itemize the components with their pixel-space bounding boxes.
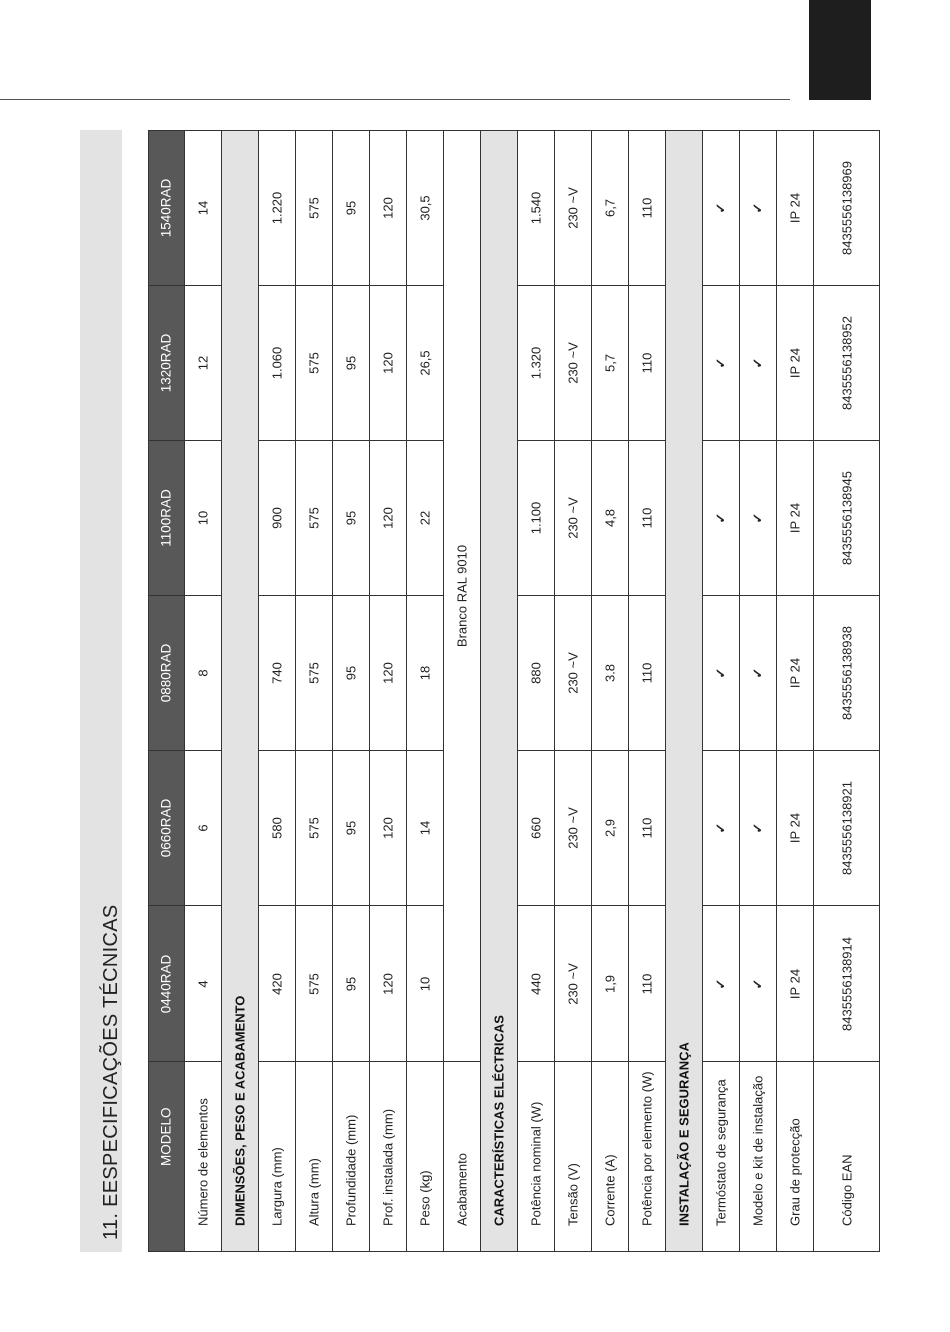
row-label-text: Altura (mm): [306, 1158, 322, 1226]
table-cell: [629, 130, 666, 286]
table-cell: [703, 751, 740, 906]
table-cell: [259, 596, 296, 751]
table-cell: [814, 751, 880, 906]
row-label: [555, 1062, 592, 1252]
row-label: [185, 1062, 222, 1252]
table-cell-text: 230 ~V: [565, 497, 581, 539]
table-cell-text: 8435556138938: [839, 626, 854, 720]
table-cell: [555, 596, 592, 751]
column-header-model: [148, 286, 185, 441]
table-cell-text: 1.320: [528, 346, 544, 380]
table-cell: [370, 441, 407, 596]
table-cell: [555, 751, 592, 906]
table-cell: [777, 596, 814, 751]
table-cell: [185, 441, 222, 596]
table-cell-text: 575: [306, 662, 322, 684]
row-label: [814, 1062, 880, 1252]
table-cell: [407, 130, 444, 286]
table-cell-text: ✓: [750, 978, 765, 989]
table-cell-text: ✓: [750, 822, 765, 834]
table-cell-text: 110: [639, 973, 655, 994]
table-cell: [740, 441, 777, 596]
table-cell: [592, 286, 629, 441]
table-cell-text: 110: [639, 817, 655, 839]
section-header: [666, 130, 703, 1252]
table-cell: [629, 751, 666, 906]
table-cell: [814, 596, 880, 751]
table-cell: [777, 906, 814, 1062]
table-cell-text: 1.220: [269, 191, 285, 224]
table-cell-text: 120: [380, 196, 396, 219]
table-cell-text: 8435556138969: [839, 160, 854, 255]
row-label: [259, 1062, 296, 1252]
table-cell-text: ✓: [713, 667, 728, 679]
table-cell: [333, 751, 370, 906]
table-cell: [518, 906, 555, 1062]
table-cell-text: 30,5: [417, 194, 433, 221]
table-cell-text: ✓: [713, 822, 728, 834]
table-cell-text: IP 24: [787, 968, 803, 999]
table-cell-text: 95: [343, 200, 359, 215]
table-cell-span-text: Branco RAL 9010: [454, 544, 470, 647]
section-header: [481, 130, 518, 1252]
table-cell-text: IP 24: [787, 502, 803, 534]
table-cell: [555, 130, 592, 286]
column-header-model: [148, 751, 185, 906]
table-cell-span: [444, 130, 481, 1062]
table-cell: [592, 906, 629, 1062]
row-label-text: Código EAN: [839, 1154, 854, 1226]
table-cell: [592, 596, 629, 751]
table-cell: [259, 130, 296, 286]
table-cell: [592, 441, 629, 596]
table-cell: [185, 130, 222, 286]
table-cell: [629, 906, 666, 1062]
table-cell-text: 8435556138914: [839, 936, 854, 1031]
table-cell: [185, 596, 222, 751]
table-cell: [370, 906, 407, 1062]
table-cell: [333, 906, 370, 1062]
column-header-model-text: 0660RAD: [158, 798, 174, 858]
table-cell: [259, 751, 296, 906]
table-cell-text: 95: [343, 510, 359, 526]
table-cell: [333, 130, 370, 286]
row-label-text: Corrente (A): [602, 1154, 618, 1226]
table-cell: [333, 441, 370, 596]
table-cell: [592, 751, 629, 906]
table-cell: [703, 286, 740, 441]
table-cell: [629, 286, 666, 441]
table-cell-text: 95: [343, 820, 359, 836]
table-cell-text: 1.540: [528, 191, 544, 224]
table-cell-text: ✓: [750, 357, 765, 369]
table-cell: [296, 130, 333, 286]
table-cell: [296, 441, 333, 596]
table-cell: [407, 596, 444, 751]
row-label-text: Prof. instalada (mm): [380, 1108, 396, 1226]
table-cell: [777, 441, 814, 596]
table-cell-text: 2,9: [602, 818, 618, 838]
table-cell: [259, 286, 296, 441]
table-cell-text: 95: [343, 355, 359, 371]
row-label-text: Número de elementos: [195, 1098, 211, 1226]
row-label: [518, 1062, 555, 1252]
table-cell: [333, 286, 370, 441]
row-label: [740, 1062, 777, 1252]
section-header-text: DIMENSÕES, PESO E ACABAMENTO: [232, 995, 248, 1226]
row-label: [592, 1062, 629, 1252]
table-cell: [777, 286, 814, 441]
table-cell: [407, 751, 444, 906]
row-label-text: Largura (mm): [269, 1147, 285, 1226]
table-cell: [518, 286, 555, 441]
column-header-model: [148, 596, 185, 751]
table-cell-text: 14: [417, 820, 433, 836]
column-header-model: [148, 130, 185, 286]
page-tab-marker: [809, 0, 871, 100]
table-cell: [185, 906, 222, 1062]
table-cell: [740, 130, 777, 286]
table-cell-text: 120: [380, 972, 396, 995]
table-cell-text: 110: [639, 352, 655, 374]
table-cell: [259, 906, 296, 1062]
table-cell: [629, 441, 666, 596]
table-cell: [296, 596, 333, 751]
row-label-text: Peso (kg): [417, 1170, 433, 1226]
table-cell-text: 230 ~V: [565, 962, 581, 1005]
row-label-text: Potência nominal (W): [528, 1101, 544, 1226]
table-cell-text: 120: [380, 662, 396, 684]
row-label-text: Grau de protecção: [787, 1118, 803, 1226]
row-label: [629, 1062, 666, 1252]
page-title: 11. EESPECIFICAÇÕES TÉCNICAS: [100, 904, 122, 1240]
table-cell: [814, 441, 880, 596]
table-cell-text: 95: [343, 665, 359, 681]
table-cell-text: ✓: [713, 357, 728, 369]
table-cell-text: 18: [417, 665, 433, 681]
table-cell-text: 575: [306, 352, 322, 374]
table-cell: [518, 596, 555, 751]
spec-table: [148, 130, 880, 1252]
table-cell-text: 660: [528, 817, 544, 839]
table-cell-text: 5,7: [602, 353, 618, 373]
table-cell: [185, 286, 222, 441]
table-cell-text: 110: [639, 662, 655, 684]
table-cell: [296, 751, 333, 906]
table-cell-text: IP 24: [787, 812, 803, 844]
table-cell: [407, 441, 444, 596]
table-cell: [259, 441, 296, 596]
table-cell: [814, 286, 880, 441]
column-header-model-text: 0880RAD: [158, 643, 174, 703]
table-cell-text: 575: [306, 196, 322, 219]
row-label-text: Tensão (V): [565, 1163, 581, 1226]
table-cell-text: 26,5: [417, 350, 433, 376]
table-cell-text: 420: [269, 972, 285, 995]
row-label: [777, 1062, 814, 1252]
table-cell-text: ✓: [750, 667, 765, 679]
table-cell-text: ✓: [713, 202, 728, 213]
table-cell: [740, 751, 777, 906]
table-cell-text: 1.100: [528, 501, 544, 535]
row-label-text: Acabamento: [454, 1153, 470, 1226]
table-cell-text: 120: [380, 507, 396, 529]
table-cell-text: 10: [417, 976, 433, 991]
table-cell: [518, 751, 555, 906]
table-cell-text: 580: [269, 817, 285, 839]
table-cell-text: IP 24: [787, 347, 803, 379]
section-header: [222, 130, 259, 1252]
table-cell: [518, 130, 555, 286]
table-cell-text: 1,9: [602, 974, 618, 993]
table-cell-text: 8435556138921: [839, 781, 854, 875]
table-cell: [555, 441, 592, 596]
table-cell-text: 230 ~V: [565, 186, 581, 229]
table-cell: [703, 906, 740, 1062]
table-cell: [296, 906, 333, 1062]
table-cell-text: ✓: [750, 202, 765, 213]
table-cell-text: 1.060: [269, 346, 285, 380]
row-label-text: Potência por elemento (W): [639, 1071, 655, 1226]
table-cell-text: 575: [306, 507, 322, 529]
table-cell-text: 3.8: [602, 663, 618, 683]
table-cell-text: 110: [639, 197, 655, 218]
table-cell-text: ✓: [713, 512, 728, 524]
table-cell-text: IP 24: [787, 657, 803, 689]
row-label: [703, 1062, 740, 1252]
table-cell: [185, 751, 222, 906]
table-cell: [777, 130, 814, 286]
table-cell-text: 8435556138945: [839, 471, 854, 565]
table-cell: [555, 286, 592, 441]
table-cell: [333, 596, 370, 751]
section-header-text: CARACTERÍSTICAS ELÉCTRICAS: [491, 1015, 507, 1226]
table-cell-text: 4: [195, 979, 211, 988]
column-header-model-text: 1320RAD: [158, 333, 174, 393]
row-label-text: Termóstato de segurança: [713, 1079, 729, 1226]
table-cell: [740, 906, 777, 1062]
row-label: [407, 1062, 444, 1252]
table-cell: [592, 130, 629, 286]
table-cell-text: IP 24: [787, 192, 803, 223]
table-cell-text: 880: [528, 662, 544, 684]
row-label-text: Profundidade (mm): [343, 1114, 359, 1226]
row-label: [333, 1062, 370, 1252]
table-cell: [370, 751, 407, 906]
table-cell: [703, 596, 740, 751]
column-header-modelo-text: MODELO: [158, 1107, 174, 1166]
table-cell-text: 575: [306, 817, 322, 839]
column-header-modelo: [148, 1062, 185, 1252]
table-cell-text: 12: [195, 355, 211, 371]
row-label-text: Modelo e kit de instalação: [750, 1075, 766, 1226]
row-label: [444, 1062, 481, 1252]
table-cell-text: 6: [195, 824, 211, 832]
table-cell: [370, 286, 407, 441]
table-cell-text: 14: [195, 200, 211, 215]
table-cell-text: 900: [269, 507, 285, 529]
table-cell: [629, 596, 666, 751]
table-cell-text: 440: [528, 972, 544, 995]
table-cell-text: 6,7: [602, 198, 618, 217]
column-header-model-text: 1100RAD: [158, 489, 174, 547]
table-cell-text: 120: [380, 352, 396, 374]
table-cell: [518, 441, 555, 596]
header-rule: [0, 99, 790, 100]
table-cell-text: 230 ~V: [565, 342, 581, 384]
table-cell-text: 4,8: [602, 508, 618, 528]
table-cell-text: 8: [195, 669, 211, 677]
table-cell: [407, 286, 444, 441]
table-cell: [555, 906, 592, 1062]
table-cell-text: ✓: [750, 512, 765, 524]
table-cell-text: 230 ~V: [565, 807, 581, 849]
column-header-model-text: 1540RAD: [158, 178, 174, 237]
table-cell: [407, 906, 444, 1062]
table-cell: [703, 441, 740, 596]
table-cell-text: 110: [639, 507, 655, 529]
table-cell: [740, 286, 777, 441]
table-cell-text: 95: [343, 976, 359, 991]
table-cell-text: 22: [417, 510, 433, 526]
row-label: [370, 1062, 407, 1252]
table-cell-text: 120: [380, 817, 396, 839]
table-cell: [370, 596, 407, 751]
table-cell: [703, 130, 740, 286]
table-cell-text: ✓: [713, 978, 728, 989]
table-cell: [777, 751, 814, 906]
table-cell-text: 8435556138952: [839, 316, 854, 410]
section-header-text: INSTALAÇÃO E SEGURANÇA: [676, 1042, 692, 1226]
column-header-model-text: 0440RAD: [158, 954, 174, 1013]
table-cell-text: 575: [306, 972, 322, 995]
column-header-model: [148, 441, 185, 596]
column-header-model: [148, 906, 185, 1062]
row-label: [296, 1062, 333, 1252]
table-cell: [740, 596, 777, 751]
table-cell: [370, 130, 407, 286]
table-cell-text: 740: [269, 662, 285, 684]
table-cell: [296, 286, 333, 441]
table-cell-text: 230 ~V: [565, 652, 581, 694]
table-cell: [814, 130, 880, 286]
table-cell: [814, 906, 880, 1062]
table-cell-text: 10: [195, 510, 211, 526]
